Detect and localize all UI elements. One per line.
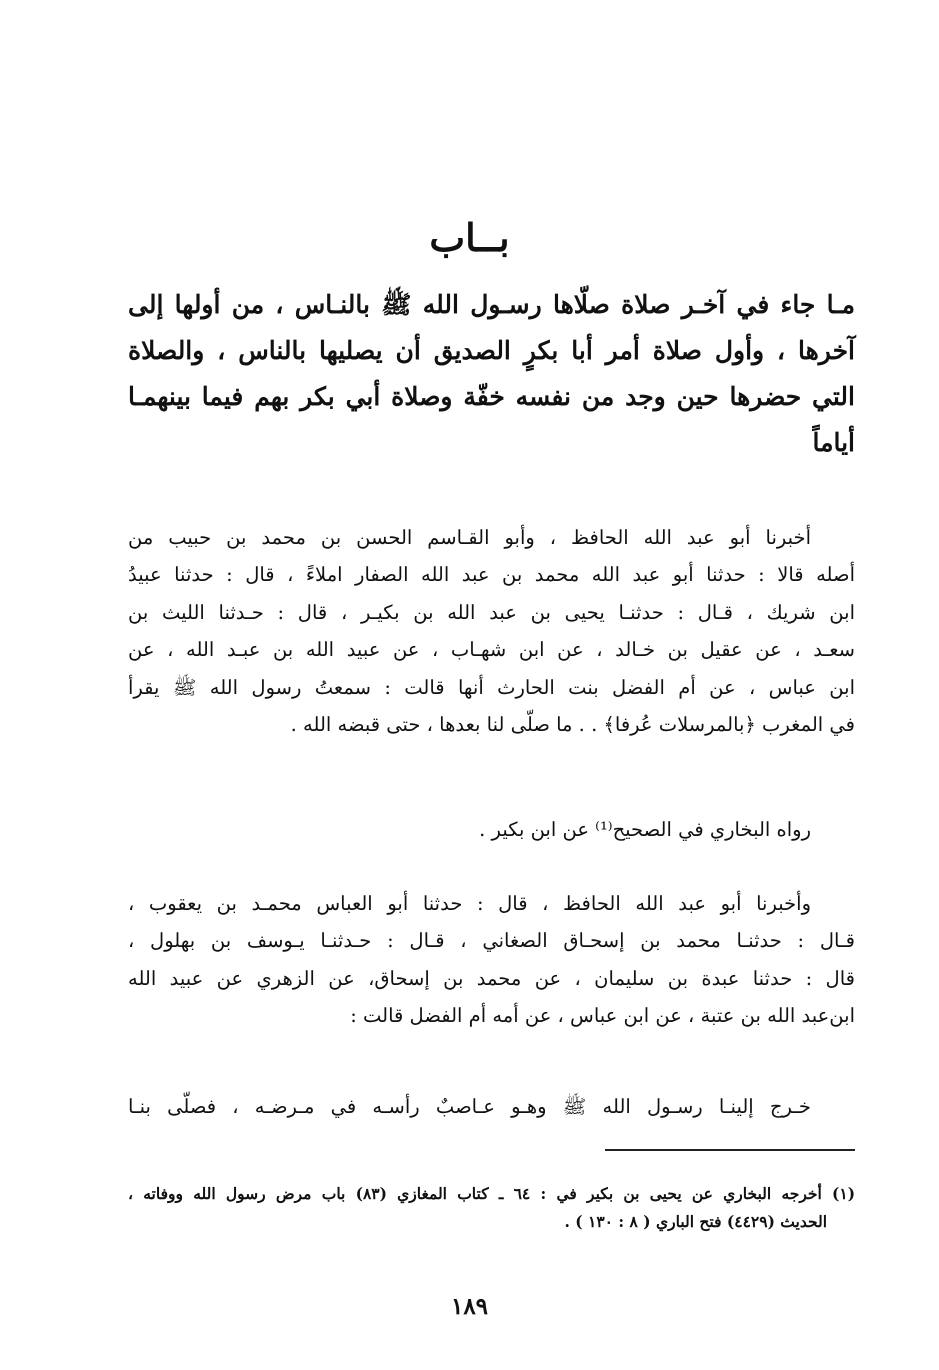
text-line: وأخبرنا أبو عبد الله الحافظ ، قال : حدثنا أبو العباس محمـد بن يعقوب ، <box>128 892 811 915</box>
footnote-line: الحديث (٤٤٢٩) فتح الباري ( ٨ : ١٣٠ ) . <box>564 1212 827 1231</box>
chapter-heading: بــاب <box>429 215 510 260</box>
chapter-title-line: مـا جاء في آخـر صلاة صلّاها رسـول الله ﷺ بالنـاس ، من أولها إلى <box>128 290 855 319</box>
hadith-paragraph-2 <box>128 885 855 1035</box>
footnote-divider <box>605 1149 855 1151</box>
page-number: ١٨٩ <box>450 1293 489 1320</box>
footnote-line: (١) أخرجه البخاري عن يحيى بن بكير في : ٦٤ ـ كتاب المغازي (٨٣) باب مرض رسول الله ووفاته ، <box>128 1184 856 1203</box>
text-line: ابن‌عبد الله بن عتبة ، عن ابن عباس ، عن أمه أم الفضل قالت : <box>350 1004 855 1028</box>
text-line: أصله قالا : حدثنا أبو عبد الله محمد بن عبد الله الصفار املاءً ، قال : حدثنا عبيدُ <box>128 563 855 587</box>
text-line: أخبرنا أبو عبد الله الحافظ ، وأبو القـاسم الحسن بن محمد بن حبيب من <box>128 526 811 549</box>
footnote <box>128 1180 855 1236</box>
text-line: قال : حدثنا عبدة بن سليمان ، عن محمد بن إسحاق، عن الزهري عن عبيد الله <box>128 966 855 990</box>
hadith-paragraph-1 <box>128 519 855 743</box>
chapter-title-line: أياماً <box>812 428 855 457</box>
text-line: سعـد ، عن عقيل بن خـالد ، عن ابن شهـاب ، عن عبيد الله بن عبـد الله ، عن <box>128 638 855 662</box>
text-line: في المغرب ﴿بالمرسلات عُرفا﴾ . . ما صلّى لنا بعدها ، حتى قبضه الله . <box>290 713 855 737</box>
text-line: ابن شريك ، قـال : حدثنـا يحيى بن عبد الله بن بكيـر ، قال : حـدثنا الليث بن <box>128 600 855 624</box>
chapter-title-line: آخرها ، وأول صلاة أمر أبا بكرٍ الصديق أن يصليها بالناس ، والصلاة <box>128 336 855 365</box>
chapter-title-line: التي حضرها حين وجد من نفسه خفّة وصلاة أبي بكر بهم فيما بينهمـا <box>128 382 855 411</box>
text-line: خـرج إلينـا رسـول الله ﷺ وهـو عـاصبٌ رأسـه في مـرضـه ، فصلّى بنـا <box>128 1095 811 1118</box>
text-line: رواه البخاري في الصحيح⁽¹⁾ عن ابن بكير . <box>479 818 811 841</box>
hadith-paragraph-3 <box>128 1088 855 1125</box>
text-line: ابن عباس ، عن أم الفضل بنت الحارث أنها قالت : سمعتُ رسول الله ﷺ يقرأ <box>128 675 855 699</box>
text-line: قـال : حدثنـا محمد بن إسحـاق الصغاني ، قـال : حـدثنـا يـوسف بن بهلول ، <box>128 929 855 953</box>
chapter-title <box>128 282 855 466</box>
citation-paragraph <box>128 811 855 848</box>
